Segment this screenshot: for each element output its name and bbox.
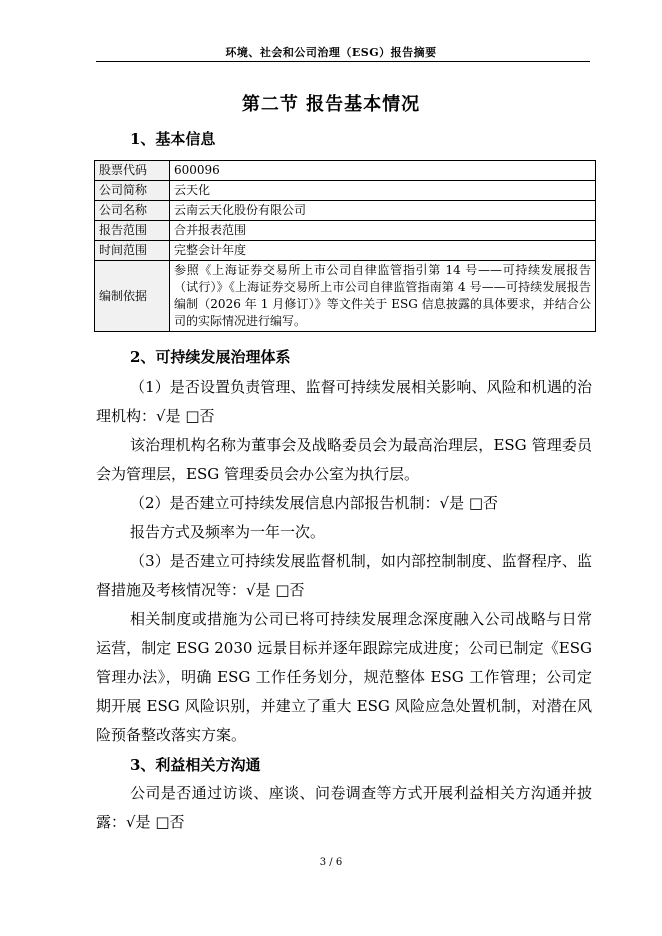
table-row [95,201,596,221]
page-number: 3 / 6 [319,857,343,868]
report-scope-label: 报告范围 [95,221,170,241]
governance-q3-detail: 相关制度或措施为公司已将可持续发展理念深度融入公司战略与日常运营，制定 ESG 2030 远景目标并逐年跟踪完成进度；公司已制定《ESG 管理办法》，明确 ESG 工作任务划分，规范整体 ESG 工作管理；公司定期开展 ESG 风险识别，并建立了重大 ESG 风险应急处置机制，对潜在风险预备整改落实方案。 [96,610,592,744]
basic-info-table [94,160,596,332]
basis-value: 参照《上海证券交易所上市公司自律监管指引第 14 号——可持续发展报告（试行）》《上海证券交易所上市公司自律监管指南第 4 号——可持续发展报告编制（2026 年 1 月修订）》等文件关于 ESG 信息披露的具体要求，并结合公司的实际情况进行编写。 [170,261,596,332]
report-header-title: 环境、社会和公司治理（ESG）报告摘要 [225,46,437,59]
table-row [95,221,596,241]
governance-q1: （1）是否设置负责管理、监督可持续发展相关影响、风险和机遇的治理机构：√是 □否 [96,378,592,425]
company-name-label: 公司名称 [95,201,170,221]
table-row [95,161,596,181]
header-divider [96,61,590,62]
table-row [95,181,596,201]
company-name-value: 云南云天化股份有限公司 [170,201,596,221]
governance-q2-detail: 报告方式及频率为一年一次。 [130,523,326,541]
stakeholder-heading: 3、利益相关方沟通 [130,756,261,774]
stock-code-label: 股票代码 [95,161,170,181]
stakeholder-q1: 公司是否通过访谈、座谈、问卷调查等方式开展利益相关方沟通并披露：√是 □否 [96,784,592,831]
report-scope-value: 合并报表范围 [170,221,596,241]
stock-code-value: 600096 [170,161,596,181]
time-range-value: 完整会计年度 [170,241,596,261]
table-row [95,241,596,261]
short-name-value: 云天化 [170,181,596,201]
governance-heading: 2、可持续发展治理体系 [130,348,291,366]
table-row [95,261,596,332]
section-title: 第二节 报告基本情况 [241,94,421,115]
governance-q2: （2）是否建立可持续发展信息内部报告机制：√是 □否 [130,494,499,512]
short-name-label: 公司简称 [95,181,170,201]
governance-q3: （3）是否建立可持续发展监督机制，如内部控制制度、监督程序、监督措施及考核情况等：√是 □否 [96,552,592,599]
governance-q1-detail: 该治理机构名称为董事会及战略委员会为最高治理层，ESG 管理委员会为管理层，ESG 管理委员会办公室为执行层。 [96,436,592,483]
basis-label: 编制依据 [95,261,170,332]
time-range-label: 时间范围 [95,241,170,261]
basic-info-heading: 1、基本信息 [130,130,216,148]
